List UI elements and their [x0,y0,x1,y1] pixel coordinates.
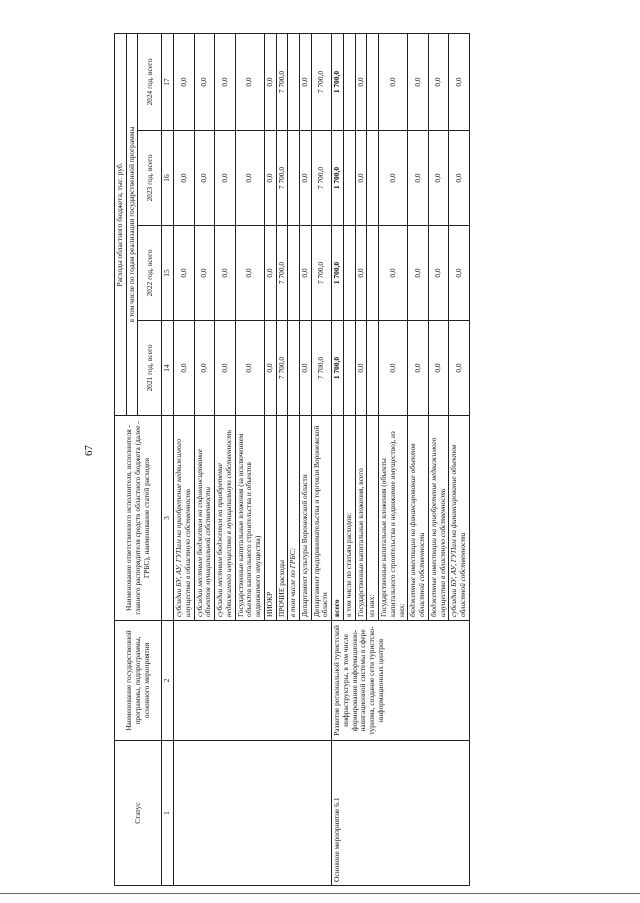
row-label: Департамент предпринимательства и торговли Воронежской области [311,416,331,621]
row-label: субсидии БУ, АУ, ГУПам на финансирование объектов областной собственности [449,416,469,621]
value-cell: 0,0 [408,131,428,226]
page-number: 67 [83,445,95,456]
value-cell [367,34,379,131]
value-cell: 7 700,0 [311,131,331,226]
value-cell: 0,0 [428,226,448,321]
value-cell: 0,0 [264,321,276,416]
row-label: Государственные капитальные вложения, всего [355,416,367,621]
value-cell: 0,0 [264,131,276,226]
value-cell: 1 700,0 [332,34,344,131]
value-cell: 0,0 [194,226,214,321]
value-cell: 0,0 [194,131,214,226]
header-budget: Расходы областного бюджета, тыс. руб. [115,34,127,416]
header-executor: Наименование ответственного исполнителя, исполнителя - главного распорядителя средств областного бюджета (далее - ГРБС), наименование статей расходов [115,416,162,621]
value-cell: 0,0 [300,34,312,131]
value-cell: 7 700,0 [276,226,288,321]
row-label: Государственные капитальные вложения (объекты капитального строительства и недвижимое имущество), из них: [379,416,408,621]
rotated-page [114,34,637,886]
row-label: субсидии местным бюджетам на приобретение недвижимого имущества в муниципальную собственность [215,416,235,621]
value-cell: 0,0 [215,321,235,416]
row-label: субсидии БУ, АУ, ГУПам на приобретение недвижимого имущества в областную собственность [174,416,194,621]
column-number: 16 [162,131,174,226]
value-cell: 0,0 [215,226,235,321]
value-cell [367,226,379,321]
row-label: бюджетные инвестиции на приобретение недвижимого имущества в областную собственность [428,416,448,621]
row-label: Государственные капитальные вложения (за исключением объектов капитального строительства и объектов недвижимого имущества) [235,416,264,621]
program-name-cell: Развитие региональной туристской инфраструктуры, в том числе формирование информационно-навигационной системы в сфере туризма, создание сети туристско-информационных центров [332,621,470,741]
value-cell: 0,0 [355,131,367,226]
status-cell: Основное мероприятие 6.1 [332,741,470,886]
status-cell-empty [174,741,332,886]
value-cell [367,131,379,226]
value-cell: 0,0 [215,131,235,226]
column-number: 15 [162,226,174,321]
value-cell: 0,0 [449,321,469,416]
column-number: 3 [162,416,174,621]
value-cell: 0,0 [174,321,194,416]
value-cell [288,131,300,226]
value-cell: 0,0 [235,131,264,226]
value-cell [288,34,300,131]
value-cell: 0,0 [379,321,408,416]
value-cell: 0,0 [355,321,367,416]
table-body [174,34,470,886]
value-cell: 0,0 [428,34,448,131]
column-number: 1 [162,741,174,886]
value-cell: 0,0 [428,321,448,416]
value-cell: 0,0 [379,131,408,226]
value-cell: 1 700,0 [332,321,344,416]
row-label: бюджетные инвестиции на финансирование объектов областной собственности [408,416,428,621]
value-cell: 7 700,0 [276,321,288,416]
header-status: Статус [115,741,162,886]
value-cell [343,226,355,321]
value-cell: 0,0 [379,34,408,131]
column-number: 14 [162,321,174,416]
table-header [115,34,174,886]
value-cell: 0,0 [449,226,469,321]
row-label: субсидии местным бюджетам на софинансирование объектов муниципальной собственности [194,416,214,621]
value-cell [343,34,355,131]
value-cell: 0,0 [300,131,312,226]
header-year: 2022 год, всего [138,226,162,321]
value-cell: 7 700,0 [311,34,331,131]
value-cell: 0,0 [379,226,408,321]
table-row [174,34,194,886]
value-cell: 0,0 [194,34,214,131]
row-label: НИОКР [264,416,276,621]
footer-rule [0,893,640,894]
value-cell: 1 700,0 [332,226,344,321]
value-cell [343,321,355,416]
table-row [332,34,344,886]
column-number: 17 [162,34,174,131]
value-cell: 0,0 [264,226,276,321]
value-cell: 7 700,0 [311,226,331,321]
value-cell: 7 700,0 [311,321,331,416]
value-cell: 0,0 [408,226,428,321]
value-cell: 0,0 [355,34,367,131]
value-cell [343,131,355,226]
program-cell-empty [174,621,332,741]
value-cell [367,321,379,416]
budget-table [114,33,470,886]
row-label: Департамент культуры Воронежской области [300,416,312,621]
column-number: 2 [162,621,174,741]
value-cell: 0,0 [300,321,312,416]
header-year: 2024 год, всего [138,34,162,131]
value-cell: 0,0 [174,131,194,226]
value-cell: 0,0 [194,321,214,416]
header-years-group: в том числе по годам реализации государственной программы [126,34,138,416]
value-cell: 7 700,0 [276,34,288,131]
value-cell: 7 700,0 [276,131,288,226]
row-label: в том числе по статьям расходов: [343,416,355,621]
row-label: из них: [367,416,379,621]
header-year: 2023 год, всего [138,131,162,226]
value-cell: 0,0 [174,226,194,321]
value-cell: 0,0 [235,34,264,131]
value-cell: 1 700,0 [332,131,344,226]
value-cell: 0,0 [408,321,428,416]
value-cell [288,321,300,416]
value-cell: 0,0 [355,226,367,321]
row-label: ПРОЧИЕ расходы [276,416,288,621]
value-cell: 0,0 [264,34,276,131]
value-cell: 0,0 [174,34,194,131]
value-cell: 0,0 [408,34,428,131]
value-cell: 0,0 [235,226,264,321]
row-label: в том числе по ГРБС: [288,416,300,621]
value-cell [288,226,300,321]
header-year: 2021 год, всего [138,321,162,416]
value-cell: 0,0 [215,34,235,131]
value-cell: 0,0 [235,321,264,416]
value-cell: 0,0 [449,34,469,131]
value-cell: 0,0 [449,131,469,226]
header-program-name: Наименование государственной программы, подпрограммы, основного мероприятия [115,621,162,741]
value-cell: 0,0 [428,131,448,226]
value-cell: 0,0 [300,226,312,321]
row-label: всего [332,416,344,621]
